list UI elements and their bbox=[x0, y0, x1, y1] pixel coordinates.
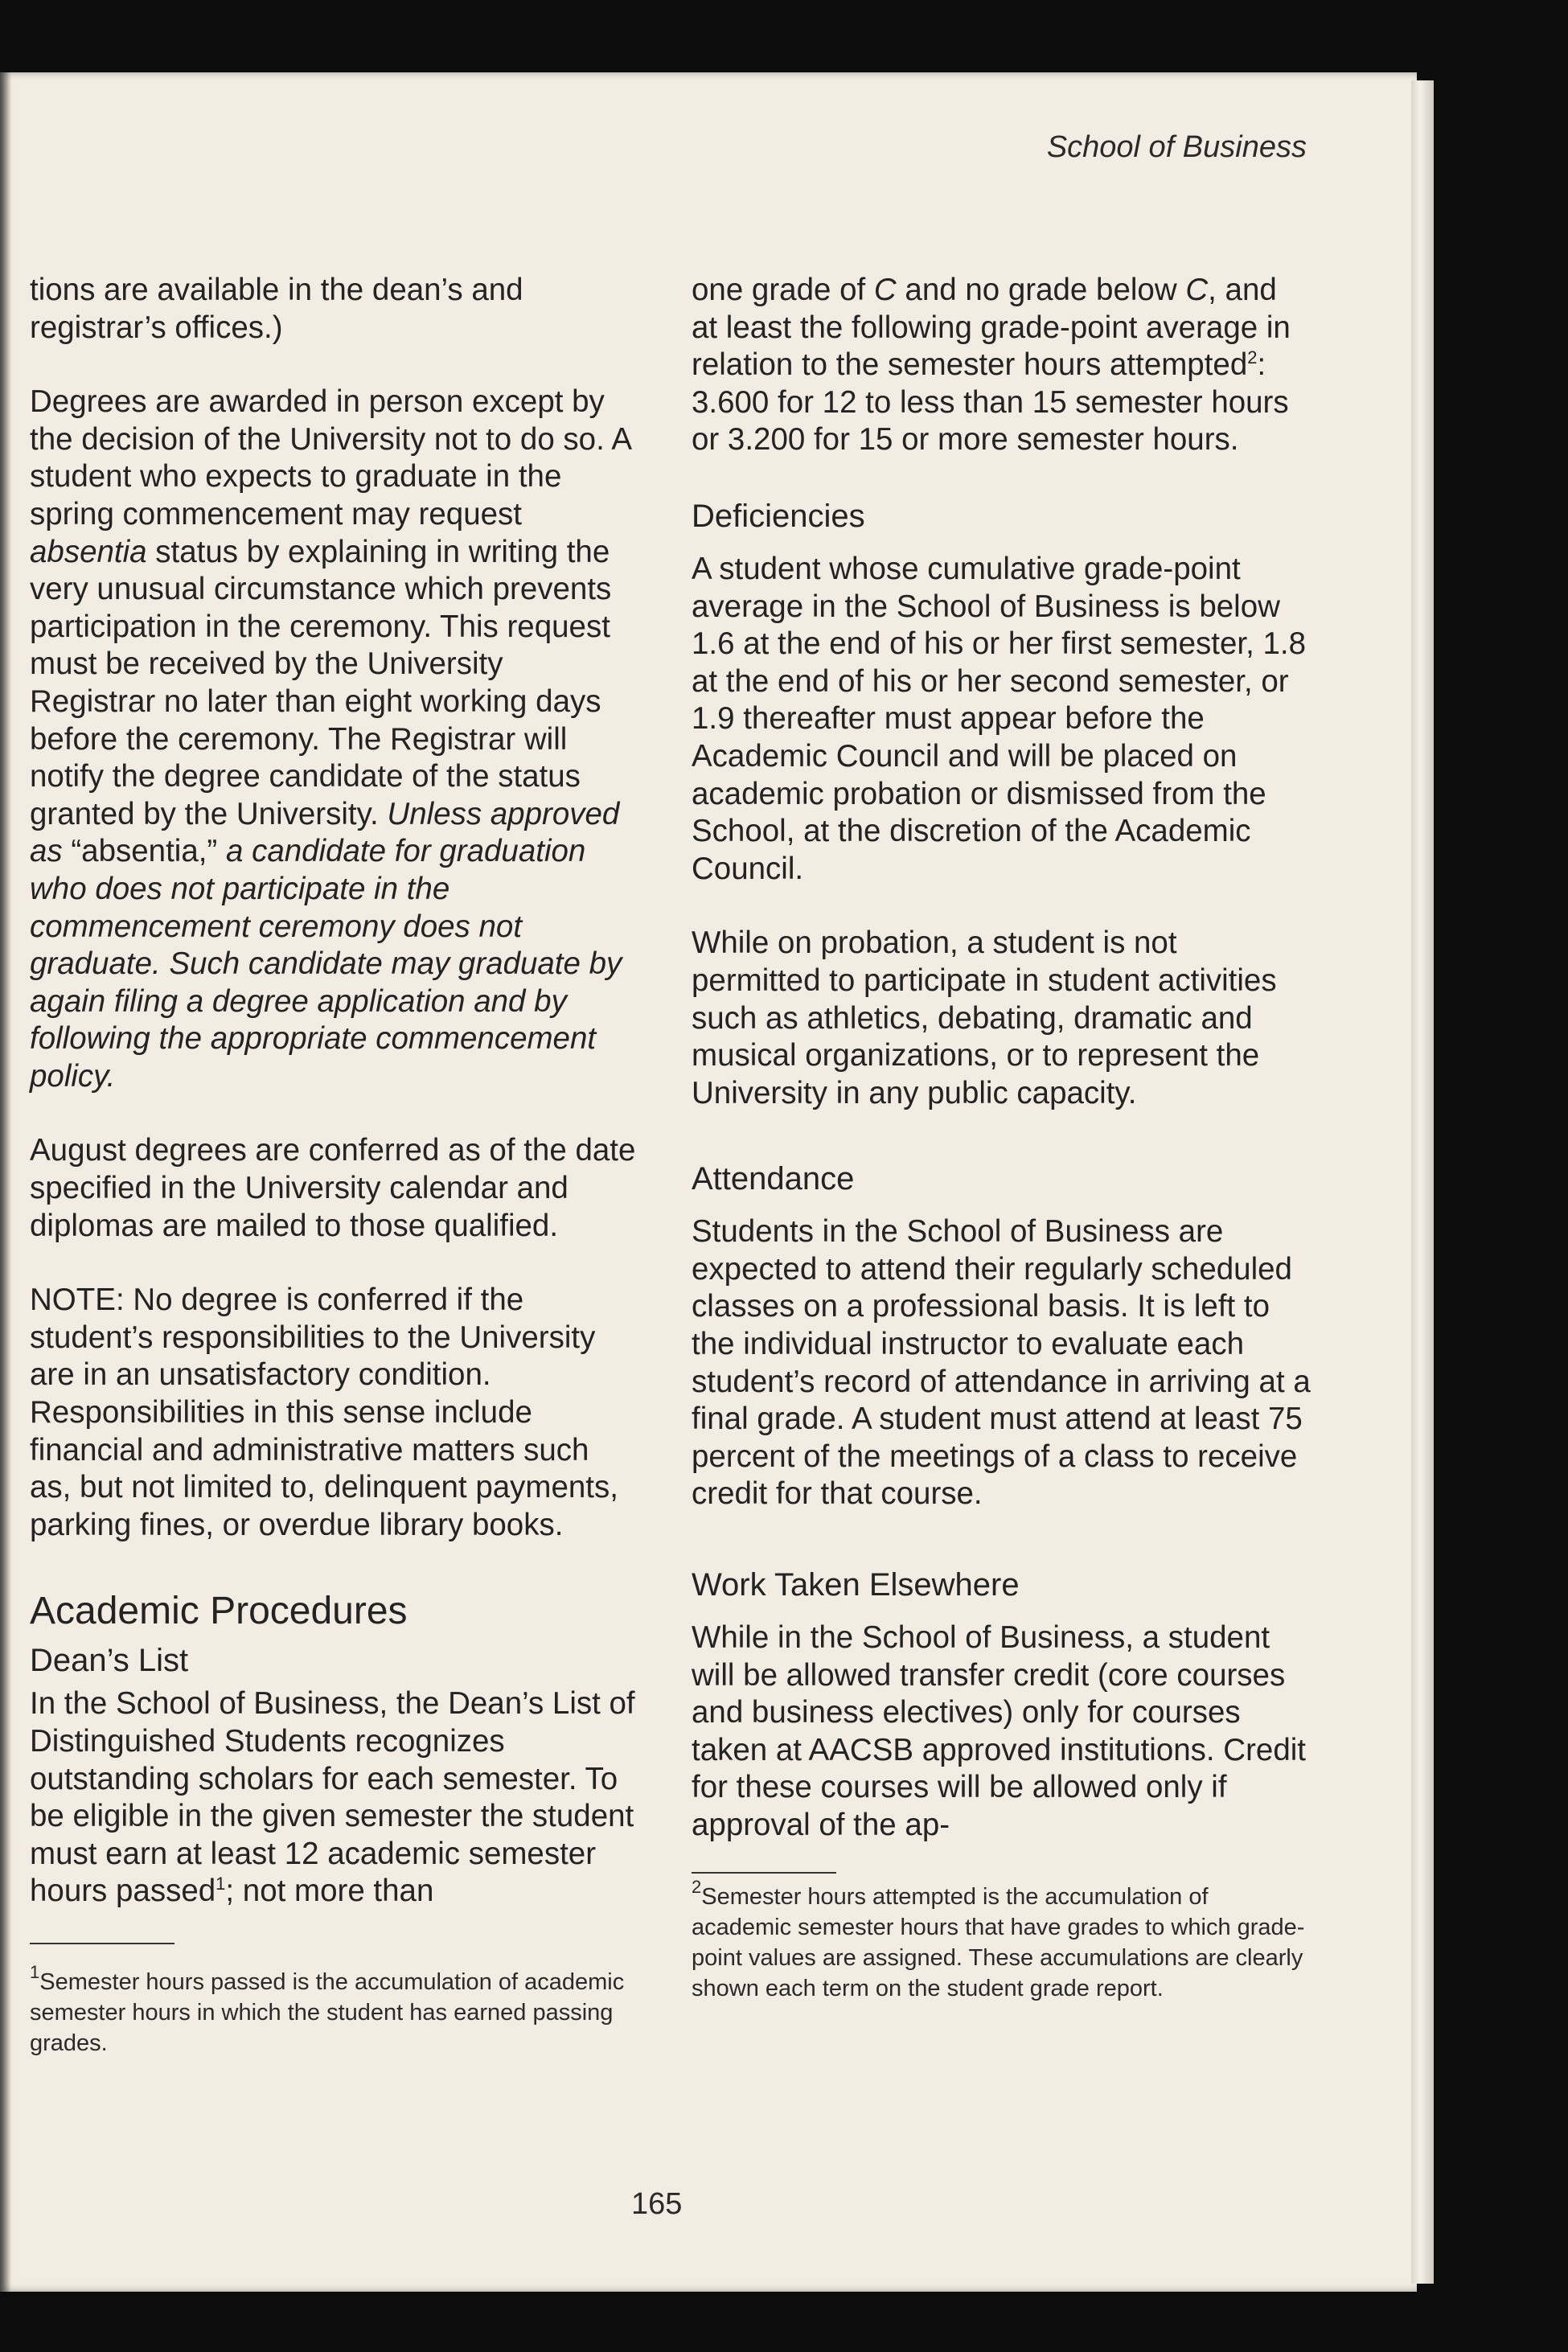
paragraph-degrees-in-person: Degrees are awarded in person except by the decision of the University not to do so. A student who expects to graduate in the spring commencement may request absentia status by explaining in writing the very unusual circumstance which prevents participation in the ceremony. This request must be received by the University Registrar no later than eight working days before the ceremony. The Registrar will notify the degree candidate of the status granted by the University. Unless approved as “absentia,” a candidate for graduation who does not participate in the commencement ceremony does not graduate. Such candidate may graduate by again filing a degree application and by following the appropriate commencement policy. bbox=[30, 384, 630, 1094]
heading-deficiencies: Deficiencies bbox=[692, 498, 865, 534]
heading-attendance: Attendance bbox=[692, 1161, 855, 1197]
right-column bbox=[692, 272, 1311, 2004]
heading-work-taken-elsewhere: Work Taken Elsewhere bbox=[692, 1567, 1020, 1603]
paragraph-deans-list: In the School of Business, the Dean’s List of Distinguished Students recognizes outstanding scholars for each semester. To be eligible in the given semester the student must earn at least 12 academic semester hours passed$^1$; not more than bbox=[30, 1686, 635, 1909]
paragraph-august-degrees: August degrees are conferred as of the date specified in the University calendar and diplomas are mailed to those qualified. bbox=[30, 1133, 636, 1243]
footnote-2: $^2$Semester hours attempted is the accumulation of academic semester hours that have grades to which grade-point values are assigned. These accumulations are clearly shown each term on the student grade report. bbox=[692, 1872, 1311, 2004]
running-head: School of Business bbox=[1046, 130, 1307, 164]
page-number: 165 bbox=[631, 2187, 683, 2221]
paragraph-deficiencies: A student whose cumulative grade-point average in the School of Business is below 1.6 at the end of his or her first semester, 1.8 at the end of his or her second semester, or 1.9 thereafter must appear before the Academic Council and will be placed on academic probation or dismissed from the School, at the discretion of the Academic Council. bbox=[692, 551, 1306, 886]
heading-academic-procedures: Academic Procedures bbox=[30, 1590, 408, 1633]
paragraph-probation: While on probation, a student is not permitted to participate in student activities such as athletics, debating, dramatic and musical organizations, or to represent the University in any public capacity. bbox=[692, 926, 1277, 1110]
footnote-1: $^1$Semester hours passed is the accumulation of academic semester hours in which the student has earned passing grades. bbox=[30, 1943, 637, 2059]
left-column bbox=[30, 272, 637, 2059]
footnote-rule bbox=[30, 1943, 174, 1944]
paragraph-note: NOTE: No degree is conferred if the student’s responsibilities to the University are in an unsatisfactory condition. Responsibilities in this sense include financial and administrative matters such as, but not limited to, delinquent payments, parking fines, or overdue library books. bbox=[30, 1283, 618, 1542]
heading-deans-list: Dean’s List bbox=[30, 1643, 189, 1679]
paragraph-grade-requirements: one grade of C and no grade below C, and at least the following grade-point average in relation to the semester hours attempted$^2$: 3.600 for 12 to less than 15 semester hours or 3.200 for 15 or more semester hours. bbox=[692, 273, 1291, 458]
gutter-shadow bbox=[0, 72, 11, 2292]
paragraph-attendance: Students in the School of Business are expected to attend their regularly scheduled classes on a professional basis. It is left to the individual instructor to evaluate each student’s record of attendance in arriving at a final grade. A student must attend at least 75 percent of the meetings of a class to receive credit for that course. bbox=[692, 1214, 1311, 1512]
paragraph-transfer-credit: While in the School of Business, a student will be allowed transfer credit (core courses and business electives) only for courses taken at AACSB approved institutions. Credit for these courses will be allowed only if approval of the ap- bbox=[692, 1620, 1307, 1842]
footnote-rule bbox=[692, 1872, 836, 1874]
page-edge bbox=[1411, 80, 1434, 2284]
paragraph-diplomas-info: tions are available in the dean’s and registrar’s offices.) bbox=[30, 273, 523, 345]
